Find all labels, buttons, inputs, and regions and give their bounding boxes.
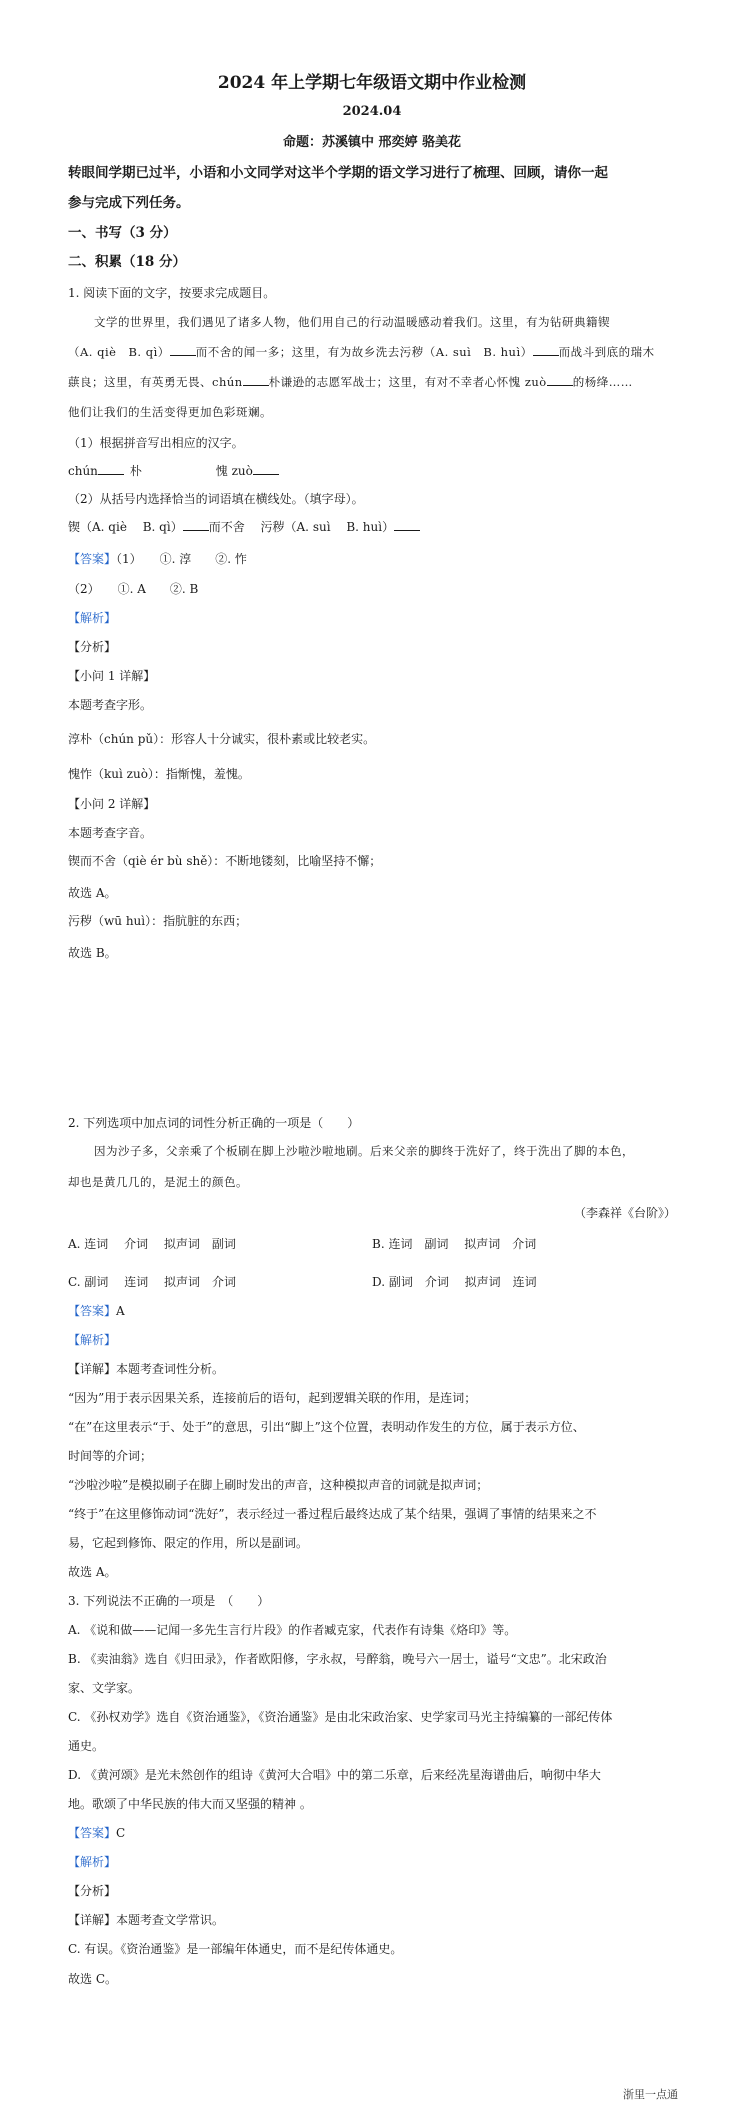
detail-text: “在”在这里表示“于、处于”的意思，引出“脚上”这个位置，表明动作发生的方位，属于表示方位、 (68, 1420, 585, 1434)
detail-heading: 【详解】本题考查文学常识。 (68, 1913, 225, 1927)
q1-option-text: 而不舍 污秽（A. suì B. huì） (208, 520, 395, 534)
analysis-tag: 【解析】 (68, 611, 117, 625)
answer-tag: 【答案】 (68, 1304, 117, 1318)
q2-passage-line-2: 却也是黄几几的，是泥土的颜色。 (68, 1175, 248, 1189)
intro-line-2: 参与完成下列任务。 (68, 195, 190, 211)
detail-text: 易，它起到修饰、限定的作用，所以是副词。 (68, 1536, 309, 1550)
q1-passage-line-2 (68, 344, 655, 360)
q2-passage-line-1: 因为沙子多，父亲乘了个板刷在脚上沙啦沙啦地刷。后来父亲的脚终于洗好了，终于洗出了脚的本色， (94, 1144, 634, 1158)
q1-answer (68, 550, 247, 567)
answer-blank (170, 345, 196, 356)
detail-text: 本题考查字音。 (68, 826, 153, 840)
sub-question-1-heading: 【小问 1 详解】 (68, 669, 156, 683)
q3-stem: 3. 下列说法不正确的一项是 （ ） (68, 1594, 270, 1608)
q3-answer (68, 1824, 125, 1841)
detail-text: 愧怍（kuì zuò）：指惭愧，羞愧。 (68, 767, 250, 781)
detail-text: C. 有误。《资治通鉴》是一部编年体通史，而不是纪传体通史。 (68, 1942, 403, 1956)
footer-watermark: 浙里一点通 (623, 2088, 678, 2101)
q3-option-c: C. 《孙权劝学》选自《资治通鉴》，《资治通鉴》是由北宋政治家、史学家司马光主持编纂的一部纪传体 (68, 1710, 613, 1724)
q3-option-b-cont: 家、文学家。 (68, 1681, 141, 1695)
q2-answer (68, 1302, 125, 1319)
q1-passage-text: 的杨绛…… (572, 375, 633, 389)
q3-option-b: B. 《卖油翁》选自《归田录》，作者欧阳修，字永叔，号醉翁，晚号六一居士，谥号“文忠”。北宋政治 (68, 1652, 607, 1666)
q3-option-d-cont: 地。歌颂了中华民族的伟大而又坚强的精神 。 (68, 1797, 312, 1811)
analysis-label: 【分析】 (68, 1884, 117, 1898)
answer-blank (253, 464, 279, 475)
answer-tag: 【答案】 (68, 552, 117, 566)
analysis-label: 【分析】 (68, 640, 117, 654)
intro-line-1: 转眼间学期已过半，小语和小文同学对这半个学期的语文学习进行了梳理、回顾，请你一起 (68, 165, 608, 181)
detail-text: 锲而不舍（qiè ér bù shě）：不断地镂刻，比喻坚持不懈； (68, 854, 382, 868)
q1-sub-1-items (68, 462, 279, 479)
q1-option-text: 锲（A. qiè B. qì） (68, 520, 183, 534)
pinyin-item: chún (68, 464, 98, 478)
q2-source: （李森祥《台阶》） (574, 1206, 677, 1220)
exam-date: 2024.04 (342, 104, 402, 119)
detail-heading: 【详解】本题考查词性分析。 (68, 1362, 225, 1376)
q2-stem: 2. 下列选项中加点词的词性分析正确的一项是（ ） (68, 1116, 360, 1130)
analysis-tag: 【解析】 (68, 1333, 117, 1347)
page-title: 2024 年上学期七年级语文期中作业检测 (217, 73, 527, 93)
answer-blank (394, 520, 420, 531)
detail-text: 本题考查字形。 (68, 698, 153, 712)
answer-text: C (116, 1826, 126, 1840)
q2-option-d: D. 副词 介词 拟声词 连词 (372, 1275, 537, 1289)
detail-text: “沙啦沙啦”是模拟刷子在脚上刷时发出的声音，这种模拟声音的词就是拟声词； (68, 1478, 489, 1492)
q1-passage-text: 朴谦逊的志愿军战士；这里，有对不幸者心怀愧 zuò (268, 375, 547, 389)
q1-passage-line-4: 他们让我们的生活变得更加色彩斑斓。 (68, 405, 272, 419)
q1-passage-line-1: 文学的世界里，我们遇见了诸多人物，他们用自己的行动温暖感动着我们。这里，有为钻研典籍锲 (94, 315, 610, 329)
detail-text: 故选 A。 (68, 886, 117, 900)
q1-passage-line-3 (68, 374, 633, 390)
section-accumulation: 二、积累（18 分） (68, 254, 186, 270)
q3-option-a: A. 《说和做——记闻一多先生言行片段》的作者臧克家，代表作有诗集《烙印》等。 (68, 1623, 517, 1637)
q1-passage-text: 蕻良；这里，有英勇无畏、chún (68, 375, 243, 389)
detail-text: 故选 B。 (68, 946, 117, 960)
q2-option-a: A. 连词 介词 拟声词 副词 (68, 1237, 236, 1251)
q1-sub-2: （2）从括号内选择恰当的词语填在横线处。（填字母）。 (68, 492, 364, 506)
detail-text: 时间等的介词； (68, 1449, 153, 1463)
detail-text: “因为”用于表示因果关系，连接前后的语句，起到逻辑关联的作用，是连词； (68, 1391, 477, 1405)
q1-option-text: （A. qiè B. qì） (68, 345, 170, 359)
analysis-tag: 【解析】 (68, 1855, 117, 1869)
answer-blank (533, 345, 559, 356)
section-writing: 一、书写（3 分） (68, 225, 177, 241)
pinyin-item: 愧 zuò (215, 464, 253, 478)
q3-option-c-cont: 通史。 (68, 1739, 105, 1753)
sub-question-2-heading: 【小问 2 详解】 (68, 797, 156, 811)
q1-stem: 1. 阅读下面的文字，按要求完成题目。 (68, 286, 276, 300)
q1-passage-text: 而不舍的闻一多；这里，有为故乡洗去污秽（A. suì B. huì） (195, 345, 533, 359)
pinyin-item: 朴 (129, 464, 142, 478)
detail-text: “终于”在这里修饰动词“洗好”，表示经过一番过程后最终达成了某个结果，强调了事情的结果来之不 (68, 1507, 597, 1521)
detail-text: 污秽（wū huì）：指肮脏的东西； (68, 914, 248, 928)
exam-authors: 命题：苏溪镇中 邢奕婷 骆美花 (282, 135, 462, 150)
q3-option-d: D. 《黄河颂》是光未然创作的组诗《黄河大合唱》中的第二乐章，后来经冼星海谱曲后，响彻中华大 (68, 1768, 601, 1782)
answer-blank (98, 464, 124, 475)
answer-text: A (116, 1304, 125, 1318)
detail-text: 淳朴（chún pǔ）：形容人十分诚实，很朴素或比较老实。 (68, 732, 376, 746)
q1-sub-2-items (68, 518, 420, 535)
q1-sub-1: （1）根据拼音写出相应的汉字。 (68, 436, 244, 450)
answer-blank (547, 375, 573, 386)
answer-blank (243, 375, 269, 386)
q1-answer-2: （2） ①. A ②. B (68, 582, 199, 596)
answer-blank (183, 520, 209, 531)
answer-tag: 【答案】 (68, 1826, 117, 1840)
answer-text: （1） ①. 淳 ②. 怍 (116, 552, 247, 566)
detail-text: 故选 A。 (68, 1565, 117, 1579)
q2-option-b: B. 连词 副词 拟声词 介词 (372, 1237, 537, 1251)
detail-text: 故选 C。 (68, 1972, 117, 1986)
q1-passage-text: 而战斗到底的瑞木 (558, 345, 655, 359)
q2-option-c: C. 副词 连词 拟声词 介词 (68, 1275, 237, 1289)
